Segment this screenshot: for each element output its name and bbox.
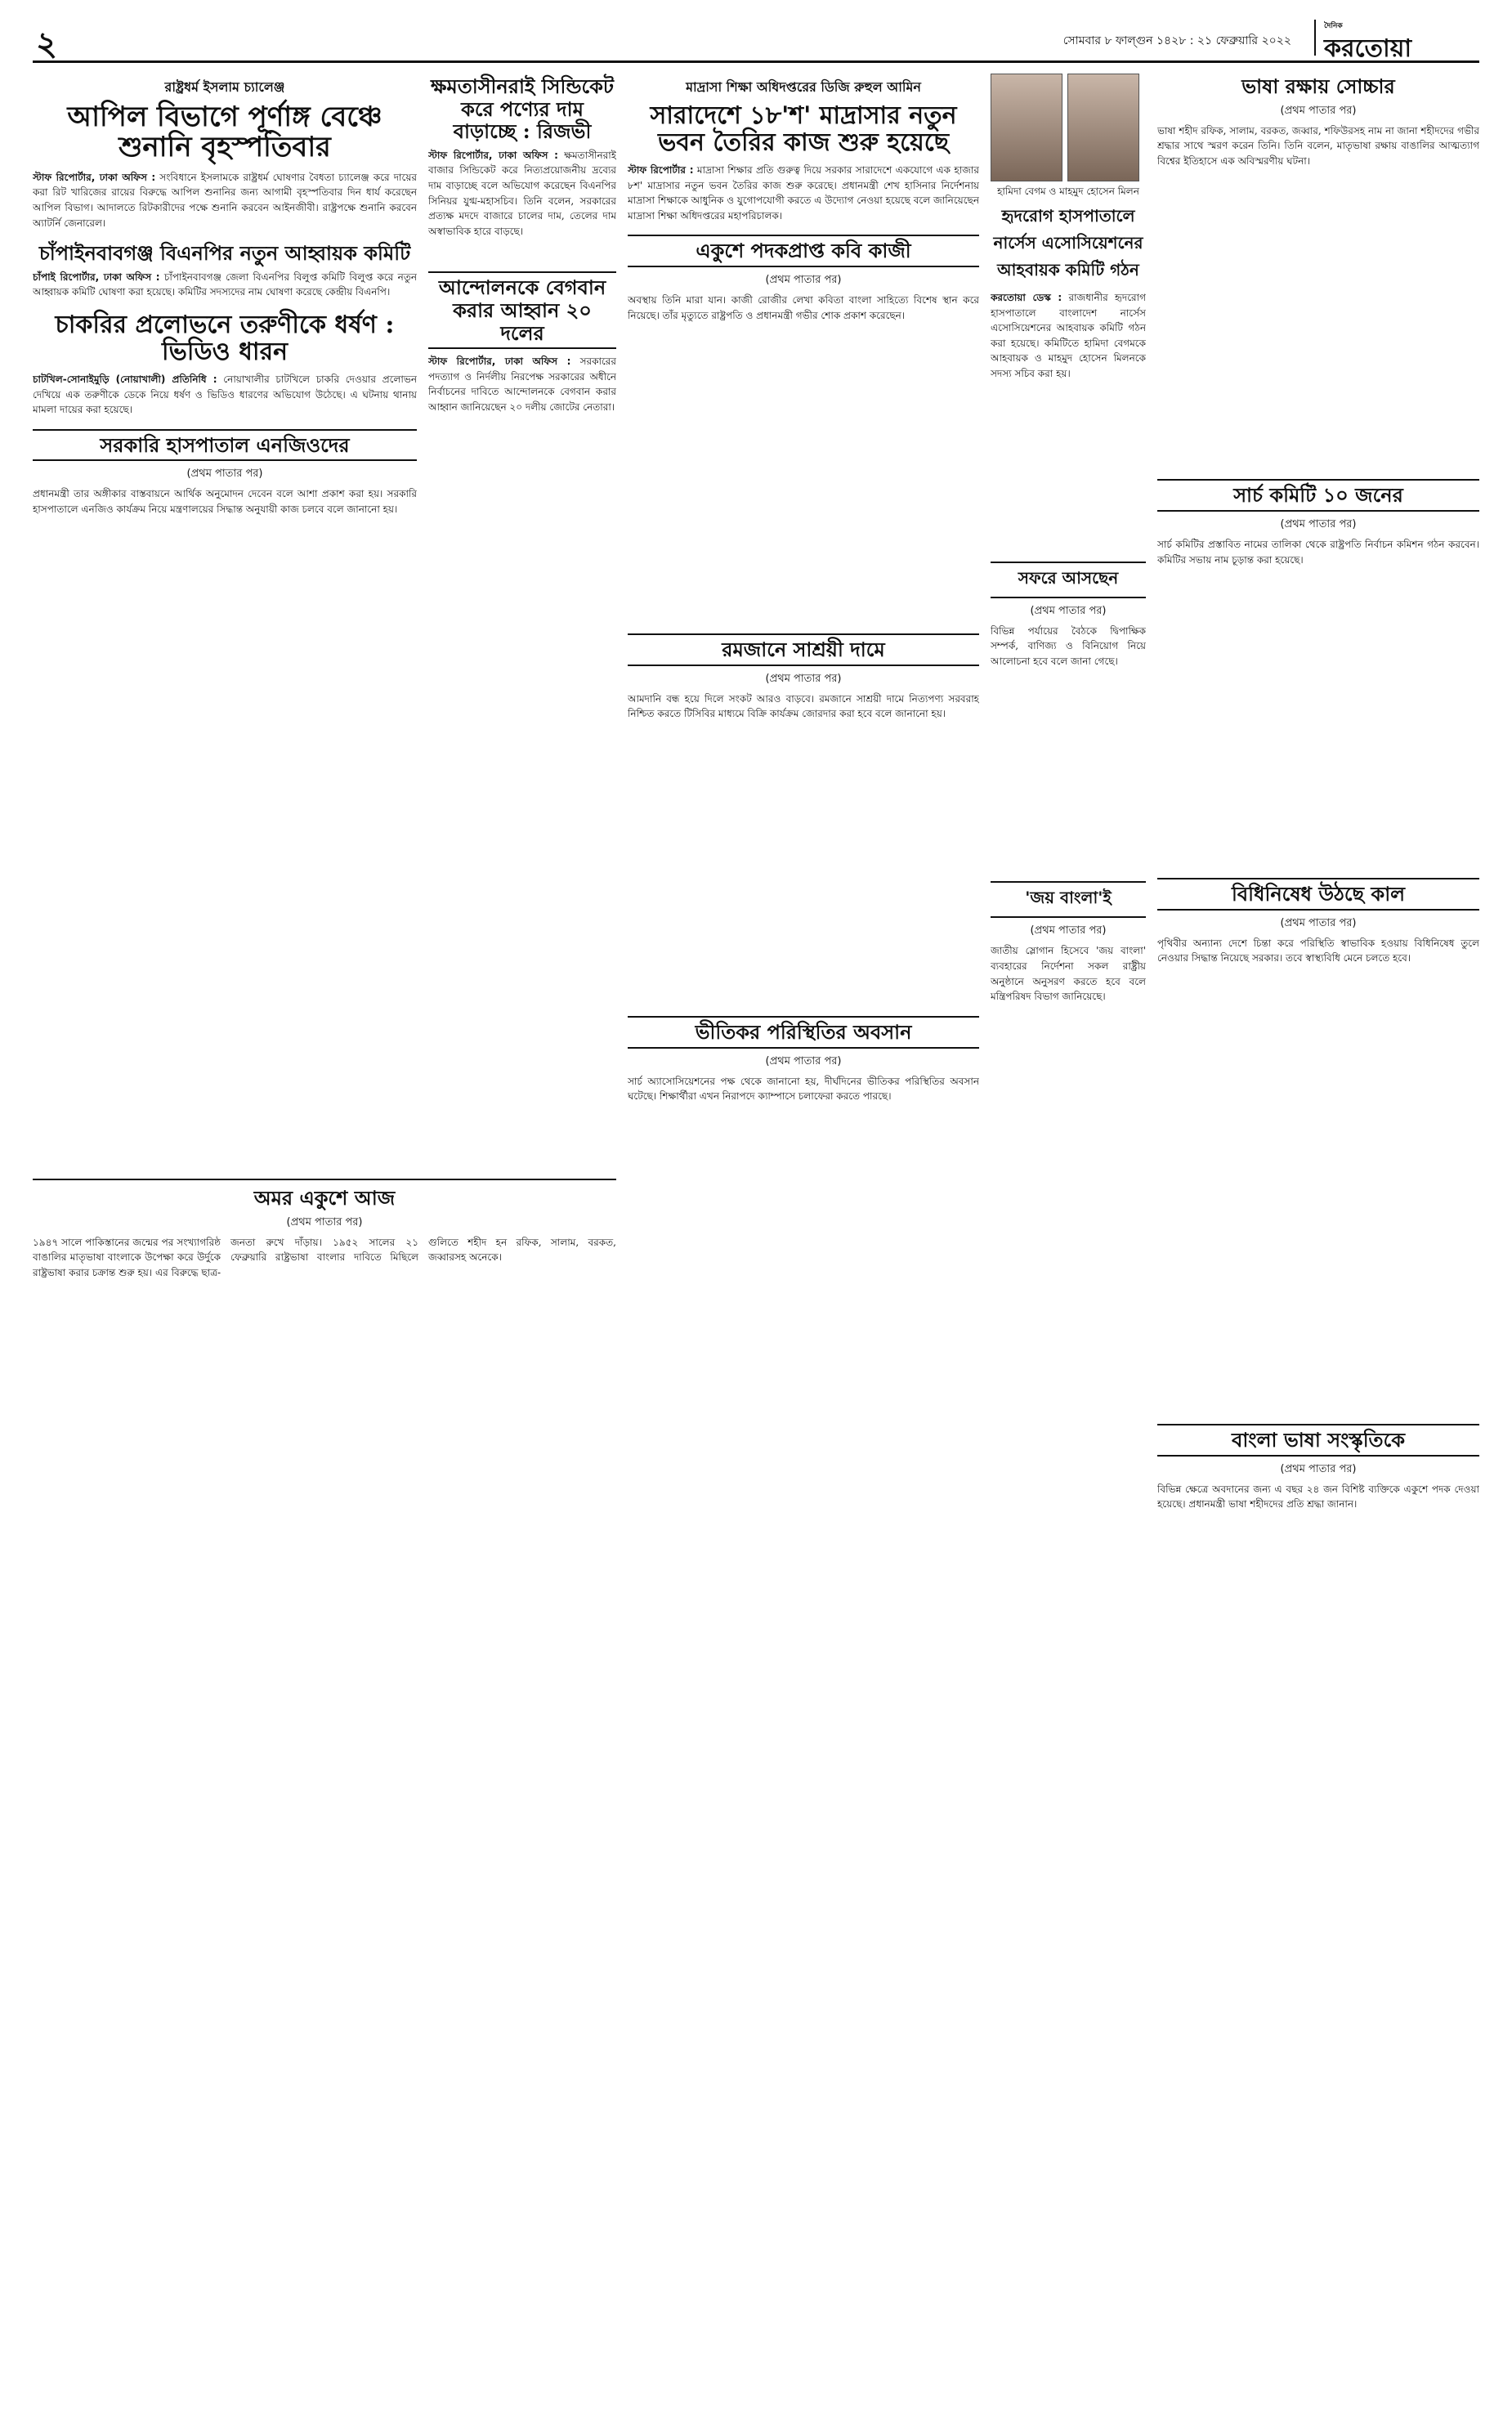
story-body: বিভিন্ন ক্ষেত্রে অবদানের জন্য এ বছর ২৪ জন বিশিষ্ট ব্যক্তিকে একুশে পদক দেওয়া হয়েছে। প্রধানমন্ত্রী ভাষা শহীদদের প্রতি শ্রদ্ধা জানান। <box>1157 1483 1479 1510</box>
column-5 <box>1157 74 1479 2411</box>
continued-label: (প্রথম পাতার পর) <box>1280 1462 1357 1475</box>
story-rashtradharma <box>33 77 417 230</box>
photo-pair <box>991 74 1146 181</box>
story-body <box>628 163 979 223</box>
story-amar-ekushe <box>33 1187 616 1280</box>
continued-label: (প্রথম পাতার পর) <box>1280 916 1357 929</box>
story-madrasa <box>628 77 979 223</box>
story-byline: স্টাফ রিপোর্টার, ঢাকা অফিস : <box>33 171 156 183</box>
story-headline[interactable]: বিধিনিষেধ উঠছে কাল <box>1157 878 1479 911</box>
story-headline[interactable]: সারাদেশে ১৮'শ' মাদ্রাসার নতুন ভবন তৈরির কাজ শুরু হয়েছে <box>650 101 957 157</box>
story-headline[interactable]: একুশে পদকপ্রাপ্ত কবি কাজী <box>628 235 979 267</box>
story-body: অবস্থায় তিনি মারা যান। কাজী রোজীর লেখা কবিতা বাংলা সাহিত্যে বিশেষ স্থান করে নিয়েছে। তাঁর মৃত্যুতে রাষ্ট্রপতি ও প্রধানমন্ত্রী গভীর শোক প্রকাশ করেছেন। <box>628 293 979 321</box>
story-headline[interactable]: অমর একুশে আজ <box>253 1186 396 1210</box>
story-fear-ends <box>628 1016 979 1104</box>
story-headline[interactable]: আন্দোলনকে বেগবান করার আহ্বান ২০ দলের <box>428 271 616 349</box>
continued-label: (প্রথম পাতার পর) <box>1280 104 1357 117</box>
story-body: ১৯৪৭ সালে পাকিস্তানের জন্মের পর সংখ্যাগরিষ্ঠ বাঙালির মাতৃভাষা বাংলাকে উপেক্ষা করে উর্দুকে রাষ্ট্রভাষা করার চক্রান্ত শুরু হয়। এর বিরুদ্ধে ছাত্র-জনতা রুখে দাঁড়ায়। ১৯৫২ সালের ২১ ফেব্রুয়ারি রাষ্ট্রভাষা বাংলার দাবিতে মিছিলে গুলিতে শহীদ হন রফিক, সালাম, বরকত, জব্বারসহ অনেকে। <box>33 1236 616 1278</box>
page-number: ২ <box>36 25 58 63</box>
story-byline: চাঁপাই রিপোর্টার, ঢাকা অফিস : <box>33 271 160 283</box>
column-3 <box>628 74 979 2411</box>
story-visit <box>991 562 1146 669</box>
story-byline: স্টাফ রিপোর্টার, ঢাকা অফিস : <box>428 356 571 368</box>
story-body: পৃথিবীর অন্যান্য দেশে চিন্তা করে পরিস্থিতি স্বাভাবিক হওয়ায় বিধিনিষেধ তুলে নেওয়ার সিদ্ধান্ত নিয়েছে সরকার। তবে স্বাস্থ্যবিধি মেনে চলতে হবে। <box>1157 937 1479 964</box>
story-restrictions <box>1157 878 1479 966</box>
story-job-lure <box>33 311 417 418</box>
story-body <box>428 148 616 239</box>
continued-label: (প্রথম পাতার পর) <box>286 1215 363 1228</box>
column-1 <box>33 74 417 1161</box>
story-kazi-rozy <box>628 235 979 323</box>
story-body <box>33 372 417 418</box>
story-body <box>428 354 616 414</box>
story-body: বিভিন্ন পর্যায়ের বৈঠকে দ্বিপাক্ষিক সম্পর্ক, বাণিজ্য ও বিনিয়োগ নিয়ে আলোচনা হবে বলে জানা গেছে। <box>991 624 1146 667</box>
story-govt-hospital <box>33 429 417 517</box>
masthead <box>33 18 1479 63</box>
story-text: রাজধানীর হৃদরোগ হাসপাতালে বাংলাদেশ নার্সেস এসোসিয়েশনের আহবায়ক কমিটি গঠন করা হয়েছে। কমিটিতে হামিদা বেগমকে আহবায়ক ও মাহমুদ হোসেন মিলনকে সদস্য সচিব করা হয়। <box>991 292 1146 379</box>
column-2 <box>428 74 616 1161</box>
dateline: সোমবার ৮ ফাল্গুন ১৪২৮ : ২১ ফেব্রুয়ারি ২০২২ <box>1062 34 1291 47</box>
story-body: সার্চ অ্যাসোসিয়েশনের পক্ষ থেকে জানানো হয়, দীর্ঘদিনের ভীতিকর পরিস্থিতির অবসান ঘটেছে। শিক্ষার্থীরা এখন নিরাপদে ক্যাম্পাসে চলাফেরা করতে পারছে। <box>628 1075 979 1103</box>
continued-label: (প্রথম পাতার পর) <box>1030 924 1107 938</box>
story-headline[interactable]: চাঁপাইনবাবগঞ্জ বিএনপির নতুন আহ্বায়ক কমিটি <box>38 241 411 266</box>
story-bnp-committee <box>33 242 417 300</box>
story-20-party <box>428 271 616 414</box>
story-search-committee <box>1157 479 1479 567</box>
bottom-left-block <box>33 1179 616 2414</box>
story-bangla-culture <box>1157 1424 1479 1512</box>
newspaper-logo <box>1314 20 1479 63</box>
story-rizvi <box>428 75 616 239</box>
portrait-photo <box>1067 74 1139 181</box>
continued-label: (প্রথম পাতার পর) <box>186 468 263 481</box>
story-kicker: মাদ্রাসা শিক্ষা অধিদপ্তরের ডিজি রুহুল আমিন <box>686 79 921 95</box>
story-headline[interactable]: সফরে আসছেন <box>991 562 1146 598</box>
story-byline: স্টাফ রিপোর্টার : <box>628 164 694 176</box>
story-headline[interactable]: 'জয় বাংলা'ই <box>991 881 1146 918</box>
logo-tagline: দৈনিক <box>1324 22 1343 30</box>
story-byline: করতোয়া ডেস্ক : <box>991 292 1062 303</box>
portrait-photo <box>991 74 1062 181</box>
story-headline[interactable]: রমজানে সাশ্রয়ী দামে <box>628 633 979 666</box>
column-4 <box>991 74 1146 2411</box>
continued-label: (প্রথম পাতার পর) <box>765 273 842 286</box>
continued-label: (প্রথম পাতার পর) <box>765 672 842 685</box>
newspaper-page <box>33 18 1479 2413</box>
story-body: আমদানি বন্ধ হয়ে দিলে সংকট আরও বাড়বে। রমজানে সাশ্রয়ী দামে নিত্যপণ্য সরবরাহ নিশ্চিত করতে টিসিবির মাধ্যমে বিক্রি কার্যক্রম জোরদার করা হবে বলে জানানো হয়। <box>628 692 979 720</box>
story-text: নোয়াখালীর চাটখিলে চাকরি দেওয়ার প্রলোভন দেখিয়ে এক তরুণীকে ডেকে নিয়ে ধর্ষণ ও ভিডিও ধারণের অভিযোগ উঠেছে। এ ঘটনায় থানায় মামলা দায়ের করা হয়েছে। <box>33 373 417 416</box>
story-body: ভাষা শহীদ রফিক, সালাম, বরকত, জব্বার, শফিউরসহ নাম না জানা শহীদদের গভীর শ্রদ্ধার সাথে স্মরণ করেন তিনি। তিনি বলেন, মাতৃভাষা রক্ষায় বাঙালির আত্মত্যাগ বিশ্বের ইতিহাসে এক অবিস্মরণীয় ঘটনা। <box>1157 124 1479 167</box>
story-body <box>991 290 1146 382</box>
continued-label: (প্রথম পাতার পর) <box>765 1054 842 1067</box>
story-text: সরকারের পদত্যাগ ও নির্দলীয় নিরপেক্ষ সরকারের অধীনে নির্বাচনের দাবিতে আন্দোলনকে বেগবান করার আহ্বান জানিয়েছেন ২০ দলীয় জোটের নেতারা। <box>428 356 616 413</box>
story-byline: স্টাফ রিপোর্টার, ঢাকা অফিস : <box>428 149 558 161</box>
continued-label: (প্রথম পাতার পর) <box>1030 604 1107 617</box>
story-headline[interactable]: সার্চ কমিটি ১০ জনের <box>1157 479 1479 512</box>
story-headline[interactable]: আপিল বিভাগে পূর্ণাঙ্গ বেঞ্চে শুনানি বৃহস্পতিবার <box>67 101 382 164</box>
story-headline[interactable]: চাকরির প্রলোভনে তরুণীকে ধর্ষণ : ভিডিও ধারন <box>55 310 395 366</box>
story-body: সার্চ কমিটির প্রস্তাবিত নামের তালিকা থেকে রাষ্ট্রপতি নির্বাচন কমিশন গঠন করবেন। কমিটির সভায় নাম চূড়ান্ত করা হয়েছে। <box>1157 538 1479 566</box>
story-text: সংবিধানে ইসলামকে রাষ্ট্রধর্ম ঘোষণার বৈধতা চ্যালেঞ্জ করে দায়ের করা রিট খারিজের রায়ের বিরুদ্ধে আপিল শুনানির জন্য আগামী বৃহস্পতিবার দিন ধার্য করেছেন আপিল বিভাগ। আদালতে রিটকারীদের পক্ষে শুনানি করবেন আইনজীবী। রাষ্ট্রপক্ষে শুনানি করবেন অ্যাটর্নি জেনারেল। <box>33 171 417 229</box>
story-kicker: রাষ্ট্রধর্ম ইসলাম চ্যালেঞ্জ <box>164 79 285 95</box>
story-language <box>1157 75 1479 168</box>
story-joy-bangla <box>991 881 1146 1004</box>
continued-label: (প্রথম পাতার পর) <box>1280 517 1357 530</box>
photo-caption: হামিদা বেগম ও মাহমুদ হোসেন মিলন <box>997 186 1139 197</box>
logo-name: করতোয়া <box>1324 34 1412 63</box>
story-body <box>33 270 417 300</box>
story-headline[interactable]: ক্ষমতাসীনরাই সিন্ডিকেট করে পণ্যের দাম বাড়াচ্ছে : রিজভী <box>430 74 615 144</box>
story-headline[interactable]: ভীতিকর পরিস্থিতির অবসান <box>628 1016 979 1049</box>
story-body: প্রধানমন্ত্রী তার অঙ্গীকার বাস্তবায়নে আর্থিক অনুমোদন দেবেন বলে আশা প্রকাশ করা হয়। সরকারি হাসপাতালে এনজিও কার্যক্রম নিয়ে মন্ত্রণালয়ের সিদ্ধান্ত অনুযায়ী কাজ চলবে বলে জানানো হয়। <box>33 488 417 515</box>
story-nurses <box>991 204 1146 382</box>
story-text: চাঁপাইনবাবগঞ্জ জেলা বিএনপির বিলুপ্ত কমিটি বিলুপ্ত করে নতুন আহ্বায়ক কমিটি ঘোষণা করা হয়েছে। কমিটির সদস্যদের নাম ঘোষণা করেছে কেন্দ্রীয় বিএনপি। <box>33 271 417 298</box>
story-text: ক্ষমতাসীনরাই বাজার সিন্ডিকেট করে নিত্যপ্রয়োজনীয় দ্রব্যের দাম বাড়াচ্ছে বলে অভিযোগ করেছেন বিএনপির সিনিয়র যুগ্ম-মহাসচিব। তিনি বলেন, সরকারের প্রত্যক্ষ মদদে বাজারে চালের দাম, তেলের দাম অস্বাভাবিক হারে বাড়ছে। <box>428 149 616 237</box>
story-headline[interactable]: সরকারি হাসপাতাল এনজিওদের <box>33 429 417 462</box>
story-headline[interactable]: ভাষা রক্ষায় সোচ্চার <box>1241 74 1395 98</box>
story-byline: চাটখিল-সোনাইমুড়ি (নোয়াখালী) প্রতিনিধি : <box>33 373 217 385</box>
story-text: মাদ্রাসা শিক্ষার প্রতি গুরুত্ব দিয়ে সরকার সারাদেশে একযোগে এক হাজার ৮শ' মাদ্রাসার নতুন ভবন তৈরির কাজ শুরু করেছে। প্রধানমন্ত্রী শেখ হাসিনার নির্দেশনায় মাদ্রাসা শিক্ষাকে আধুনিক ও যুগোপযোগী করতে এ উদ্যোগ নেওয়া হয়েছে বলে জানিয়েছেন মাদ্রাসা শিক্ষা অধিদপ্তরের মহাপরিচালক। <box>628 164 979 222</box>
story-body: জাতীয় স্লোগান হিসেবে 'জয় বাংলা' ব্যবহারের নির্দেশনা সকল রাষ্ট্রীয় অনুষ্ঠানে অনুসরণ করতে হবে বলে মন্ত্রিপরিষদ বিভাগ জানিয়েছে। <box>991 945 1146 1003</box>
story-headline[interactable]: হৃদরোগ হাসপাতালে নার্সেস এসোসিয়েশনের আহবায়ক কমিটি গঠন <box>993 206 1143 280</box>
story-ramadan-prices <box>628 633 979 722</box>
story-body <box>33 170 417 230</box>
story-headline[interactable]: বাংলা ভাষা সংস্কৃতিকে <box>1157 1424 1479 1457</box>
